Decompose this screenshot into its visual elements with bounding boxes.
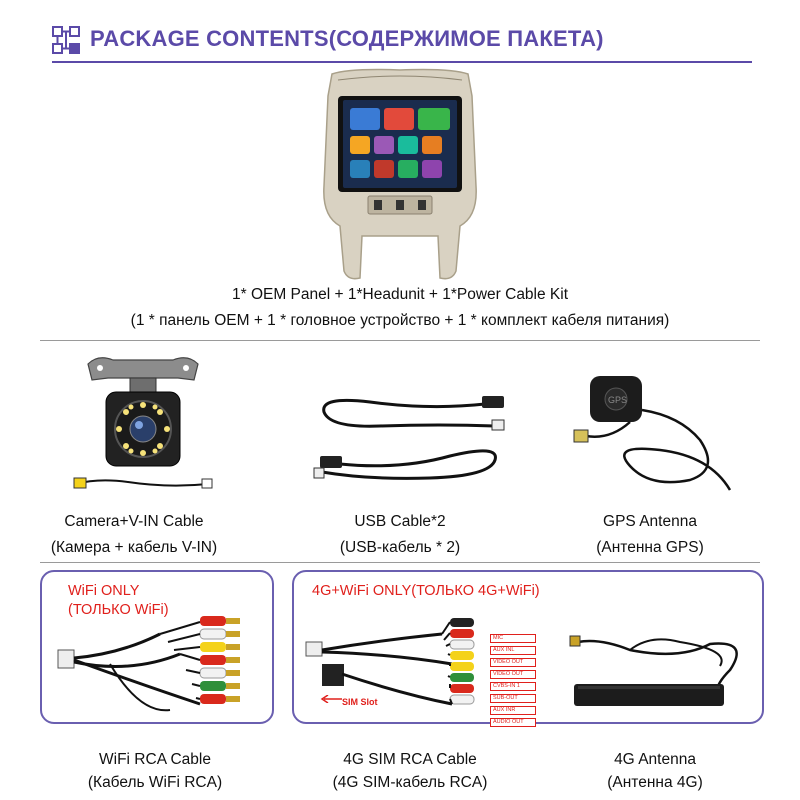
- svg-text:GPS: GPS: [608, 395, 628, 405]
- port-tag: AUDIO OUT: [490, 718, 536, 727]
- wifi-only-label-ru: (ТОЛЬКО WiFi): [68, 602, 169, 618]
- 4g-antenna-image: [560, 620, 750, 720]
- port-tag: AUX INL: [490, 646, 536, 655]
- gps-antenna-image: [570, 370, 740, 500]
- section-divider: [40, 340, 760, 341]
- 4g-wifi-only-label: 4G+WiFi ONLY(ТОЛЬКО 4G+WiFi): [312, 583, 540, 599]
- port-tag: MIC: [490, 634, 536, 643]
- port-tag: VIDEO OUT: [490, 670, 536, 679]
- port-tag: VIDEO OUT: [490, 658, 536, 667]
- usb-caption-en: USB Cable*2: [354, 513, 446, 530]
- oem-caption-ru: (1 * панель OEM + 1 * головное устройство + 1 * комплект кабеля питания): [130, 312, 670, 329]
- grid-network-icon: [52, 26, 80, 54]
- 4g-cable-caption-ru: (4G SIM-кабель RCA): [332, 774, 488, 791]
- 4g-antenna-caption-en: 4G Antenna: [614, 751, 696, 768]
- camera-caption-en: Camera+V-IN Cable: [64, 513, 204, 530]
- port-tag: AUX INR: [490, 706, 536, 715]
- wifi-cable-caption-ru: (Кабель WiFi RCA): [87, 774, 223, 791]
- gps-caption-en: GPS Antenna: [603, 513, 697, 530]
- wifi-cable-caption-en: WiFi RCA Cable: [99, 751, 211, 768]
- 4g-antenna-caption-ru: (Антенна 4G): [607, 774, 703, 791]
- camera-caption-ru: (Камера + кабель V-IN): [50, 539, 218, 556]
- header-divider: [52, 61, 752, 63]
- usb-caption-ru: (USB-кабель * 2): [339, 539, 461, 556]
- sim-slot-arrow-icon: [320, 690, 342, 698]
- section-divider: [40, 562, 760, 563]
- page-title: PACKAGE CONTENTS(СОДЕРЖИМОЕ ПАКЕТА): [90, 26, 604, 51]
- port-tag-list: [490, 634, 550, 730]
- port-tag: CVBS-IN 1: [490, 682, 536, 691]
- sim-slot-label: SIM Slot: [342, 697, 378, 707]
- wifi-rca-cable-image: [50, 614, 260, 718]
- 4g-cable-caption-en: 4G SIM RCA Cable: [343, 751, 477, 768]
- camera-vin-cable-image: [68, 350, 218, 500]
- oem-caption-en: 1* OEM Panel + 1*Headunit + 1*Power Cable Kit: [231, 286, 569, 303]
- usb-cable-image: [310, 380, 510, 490]
- gps-caption-ru: (Антенна GPS): [596, 539, 704, 556]
- wifi-only-label: WiFi ONLY: [68, 583, 140, 599]
- port-tag: SUB-OUT: [490, 694, 536, 703]
- oem-panel-headunit-image: [310, 66, 490, 286]
